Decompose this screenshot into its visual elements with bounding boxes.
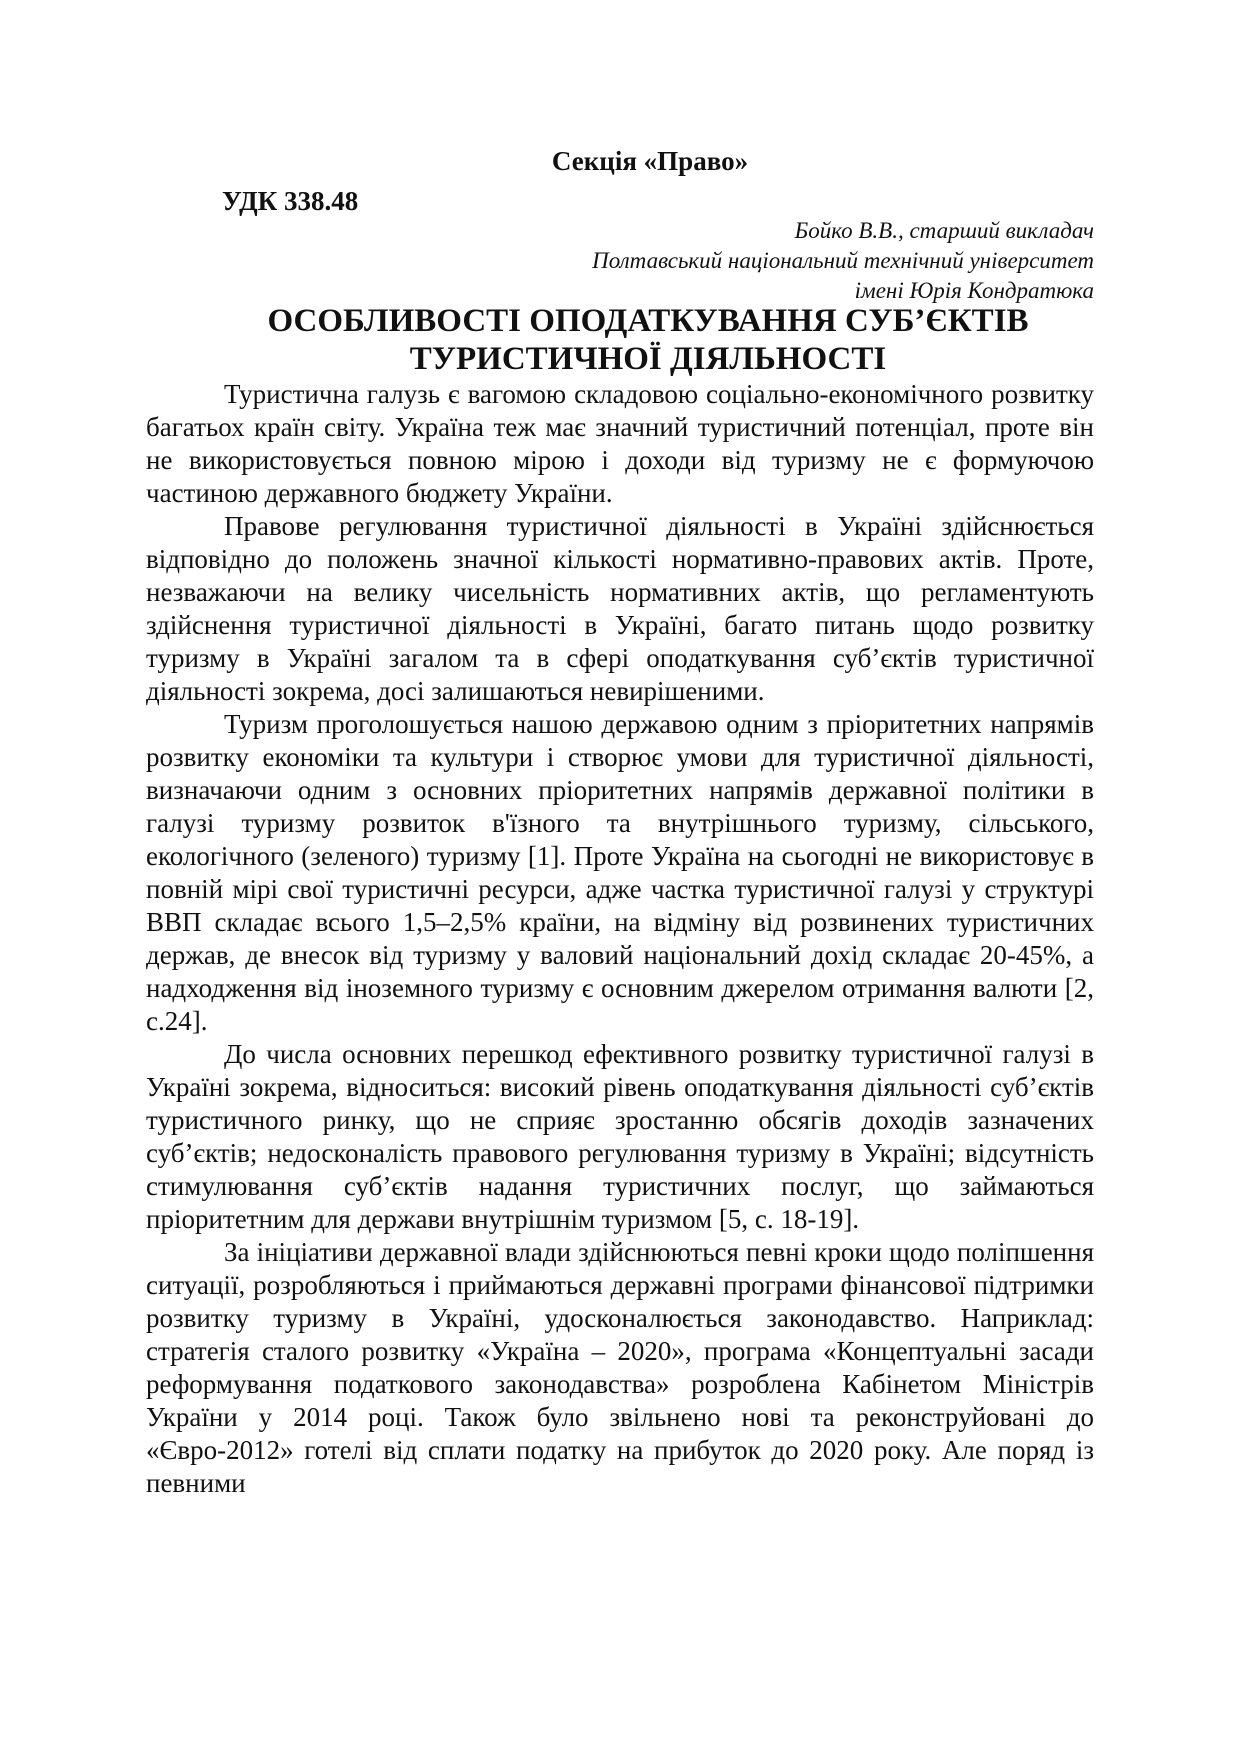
author-name-position: Бойко В.В., старший викладач bbox=[794, 218, 1094, 243]
author-block bbox=[592, 216, 1094, 306]
paragraph: Правове регулювання туристичної діяльності в Україні здійснюється відповідно до положень значної кількості нормативно-правових актів. Проте, незважаючи на велику чисельність нормативних актів, що регламентують здійснення туристичної діяльності в Україні, багато питань щодо розвитку туризму в Україні загалом та в сфері оподаткування суб’єктів туристичної діяльності зокрема, досі залишаються невирішеними. bbox=[146, 511, 1094, 706]
udk-code: УДК 338.48 bbox=[222, 186, 359, 216]
body-text bbox=[146, 378, 1094, 1500]
paper-title-line-2: ТУРИСТИЧНОЇ ДІЯЛЬНОСТІ bbox=[409, 341, 887, 377]
paragraph: До числа основних перешкод ефективного розвитку туристичної галузі в Україні зокрема, відноситься: високий рівень оподаткування діяльності суб’єктів туристичного ринку, що не сприяє зростанню обсягів доходів зазначених суб’єктів; недосконалість правового регулювання туризму в Україні; відсутність стимулювання суб’єктів надання туристичних послуг, що займаються пріоритетним для держави внутрішнім туризмом [5, с. 18-19]. bbox=[146, 1039, 1094, 1234]
paragraph: Туристична галузь є вагомою складовою соціально-економічного розвитку багатьох країн світу. Україна теж має значний туристичний потенціал, проте він не використовується повною мірою і доходи від туризму не є формуючою частиною державного бюджету України. bbox=[146, 379, 1094, 508]
author-affiliation: Полтавський національний технічний університет bbox=[592, 248, 1094, 273]
paragraph: Туризм проголошується нашою державою одним з пріоритетних напрямів розвитку економіки та культури і створює умови для туристичної діяльності, визначаючи одним з основних пріоритетних напрямів державної політики в галузі туризму розвиток в'їзного та внутрішнього туризму, сільського, екологічного (зеленого) туризму [1]. Проте Україна на сьогодні не використовує в повній мірі свої туристичні ресурси, адже частка туристичної галузі у структурі ВВП складає всього 1,5–2,5% країни, на відміну від розвинених туристичних держав, де внесок від туризму у валовий національний дохід складає 20-45%, а надходження від іноземного туризму є основним джерелом отримання валюти [2, с.24]. bbox=[146, 709, 1094, 1036]
section-heading: Секція «Право» bbox=[551, 146, 749, 176]
paper-title-line-1: ОСОБЛИВОСТІ ОПОДАТКУВАННЯ СУБ’ЄКТІВ bbox=[267, 303, 1029, 339]
paragraph: За ініціативи державної влади здійснюються певні кроки щодо поліпшення ситуації, розробляються і приймаються державні програми фінансової підтримки розвитку туризму в Україні, удосконалюється законодавство. Наприклад: стратегія сталого розвитку «Україна – 2020», програма «Концептуальні засади реформування податкового законодавства» розроблена Кабінетом Міністрів України у 2014 році. Також було звільнено нові та реконструйовані до «Євро-2012» готелі від сплати податку на прибуток до 2020 року. Але поряд із певними bbox=[146, 1237, 1094, 1498]
paper-title bbox=[146, 302, 1094, 378]
author-affiliation-name: імені Юрія Кондратюка bbox=[854, 278, 1094, 303]
